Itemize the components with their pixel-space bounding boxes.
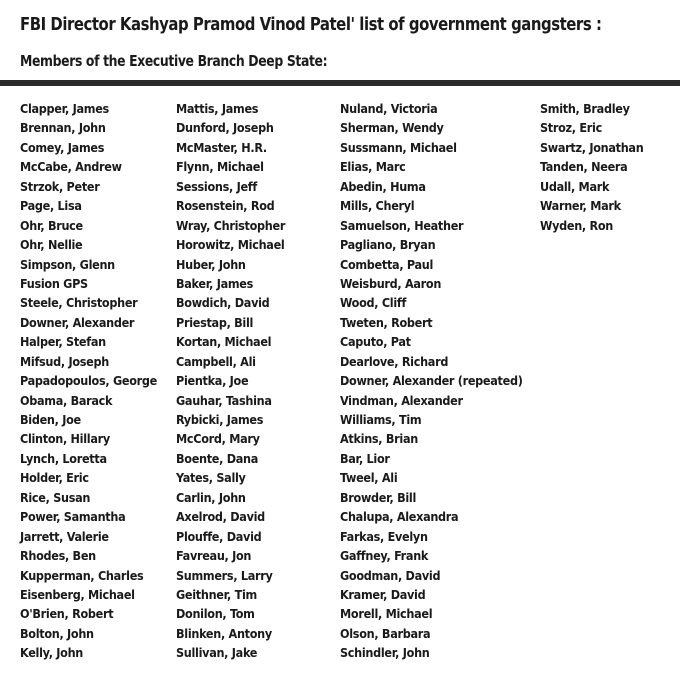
list-item: Chalupa, Alexandra xyxy=(340,509,459,525)
list-item: Bar, Lior xyxy=(340,450,390,466)
list-item: Brennan, John xyxy=(20,120,106,136)
list-item: Dearlove, Richard xyxy=(340,353,449,369)
list-item: Morell, Michael xyxy=(340,606,433,622)
list-item: Elias, Marc xyxy=(340,159,406,175)
list-item: Combetta, Paul xyxy=(340,256,434,272)
list-item: Boente, Dana xyxy=(176,450,259,466)
list-item: Yates, Sally xyxy=(176,470,246,486)
list-item: Power, Samantha xyxy=(20,509,126,525)
list-item: Page, Lisa xyxy=(20,198,82,214)
list-item: Dunford, Joseph xyxy=(176,120,274,136)
list-item: McCord, Mary xyxy=(176,431,260,447)
list-item: Biden, Joe xyxy=(20,412,81,427)
name-column-1 xyxy=(20,99,157,663)
list-item: Holder, Eric xyxy=(20,470,89,486)
list-item: Udall, Mark xyxy=(540,178,610,194)
list-item: Stroz, Eric xyxy=(540,120,602,136)
list-item: Rice, Susan xyxy=(20,489,91,505)
list-item: Ohr, Bruce xyxy=(20,217,83,233)
list-item: Tweel, Ali xyxy=(340,470,398,486)
list-item: Warner, Mark xyxy=(540,198,621,214)
list-item: Obama, Barack xyxy=(20,392,113,408)
list-item: Blinken, Antony xyxy=(176,625,272,641)
list-item: Simpson, Glenn xyxy=(20,256,115,272)
list-item: Williams, Tim xyxy=(340,412,422,427)
list-item: Tweten, Robert xyxy=(340,314,433,330)
list-item: Ohr, Nellie xyxy=(20,237,83,253)
list-item: Tanden, Neera xyxy=(540,159,628,175)
list-item: Rosenstein, Rod xyxy=(176,198,275,214)
name-column-2 xyxy=(176,99,285,663)
list-item: Strzok, Peter xyxy=(20,178,100,194)
list-item: Pientka, Joe xyxy=(176,373,249,389)
list-item: Kelly, John xyxy=(20,645,83,661)
list-item: Nuland, Victoria xyxy=(340,101,438,116)
list-item: Mills, Cheryl xyxy=(340,198,415,214)
list-item: Eisenberg, Michael xyxy=(20,586,135,602)
list-item: Sussmann, Michael xyxy=(340,139,457,155)
list-item: Abedin, Huma xyxy=(340,178,426,194)
list-item: Atkins, Brian xyxy=(340,431,418,447)
list-item: Sullivan, Jake xyxy=(176,645,258,661)
list-item: Olson, Barbara xyxy=(340,625,431,641)
list-item: McMaster, H.R. xyxy=(176,139,267,155)
list-item: McCabe, Andrew xyxy=(20,159,122,175)
list-item: Smith, Bradley xyxy=(540,101,630,116)
list-item: O'Brien, Robert xyxy=(20,606,114,622)
list-item: Papadopoulos, George xyxy=(20,373,157,389)
list-item: Swartz, Jonathan xyxy=(540,139,644,155)
list-item: Browder, Bill xyxy=(340,489,417,505)
list-item: Samuelson, Heather xyxy=(340,217,464,233)
page-title: FBI Director Kashyap Pramod Vinod Patel' list of government gangsters : xyxy=(20,14,602,35)
list-item: Priestap, Bill xyxy=(176,314,254,330)
list-item: Kortan, Michael xyxy=(176,334,272,350)
list-item: Clapper, James xyxy=(20,101,109,116)
name-column-3 xyxy=(340,99,523,663)
list-item: Caputo, Pat xyxy=(340,334,411,350)
list-item: Pagliano, Bryan xyxy=(340,237,436,253)
list-item: Kramer, David xyxy=(340,586,426,602)
list-item: Sherman, Wendy xyxy=(340,120,444,136)
list-item: Wray, Christopher xyxy=(176,217,286,233)
list-item: Gaffney, Frank xyxy=(340,548,429,564)
list-item: Rybicki, James xyxy=(176,412,264,427)
name-column-4 xyxy=(540,99,643,235)
list-item: Plouffe, David xyxy=(176,528,262,544)
list-item: Geithner, Tim xyxy=(176,586,257,602)
list-item: Clinton, Hillary xyxy=(20,431,110,447)
list-item: Downer, Alexander xyxy=(20,314,135,330)
list-item: Comey, James xyxy=(20,139,105,155)
list-item: Vindman, Alexander xyxy=(340,392,463,408)
page-subtitle: Members of the Executive Branch Deep State: xyxy=(20,52,328,70)
list-item: Rhodes, Ben xyxy=(20,548,96,564)
list-item: Kupperman, Charles xyxy=(20,567,144,583)
list-item: Mattis, James xyxy=(176,101,259,116)
list-item: Campbell, Ali xyxy=(176,353,256,369)
list-item: Halper, Stefan xyxy=(20,334,106,350)
list-item: Donilon, Tom xyxy=(176,606,255,622)
list-item: Baker, James xyxy=(176,275,254,291)
list-item: Summers, Larry xyxy=(176,567,273,583)
list-item: Wood, Cliff xyxy=(340,295,407,311)
list-item: Goodman, David xyxy=(340,567,441,583)
list-item: Jarrett, Valerie xyxy=(20,528,109,544)
list-item: Bowdich, David xyxy=(176,295,270,311)
list-item: Fusion GPS xyxy=(20,275,88,291)
list-item: Carlin, John xyxy=(176,489,246,505)
list-item: Steele, Christopher xyxy=(20,295,138,311)
list-item: Huber, John xyxy=(176,256,246,272)
list-item: Horowitz, Michael xyxy=(176,237,285,253)
list-item: Lynch, Loretta xyxy=(20,450,107,466)
list-item: Farkas, Evelyn xyxy=(340,528,428,544)
list-item: Sessions, Jeff xyxy=(176,178,257,194)
list-item: Mifsud, Joseph xyxy=(20,353,109,369)
list-item: Gauhar, Tashina xyxy=(176,392,272,408)
list-item: Downer, Alexander (repeated) xyxy=(340,373,523,389)
list-item: Weisburd, Aaron xyxy=(340,275,442,291)
list-item: Bolton, John xyxy=(20,625,94,641)
list-item: Wyden, Ron xyxy=(540,217,614,233)
list-item: Schindler, John xyxy=(340,645,430,661)
header-divider xyxy=(0,80,680,86)
list-item: Axelrod, David xyxy=(176,509,265,525)
list-item: Favreau, Jon xyxy=(176,548,252,564)
list-item: Flynn, Michael xyxy=(176,159,264,175)
